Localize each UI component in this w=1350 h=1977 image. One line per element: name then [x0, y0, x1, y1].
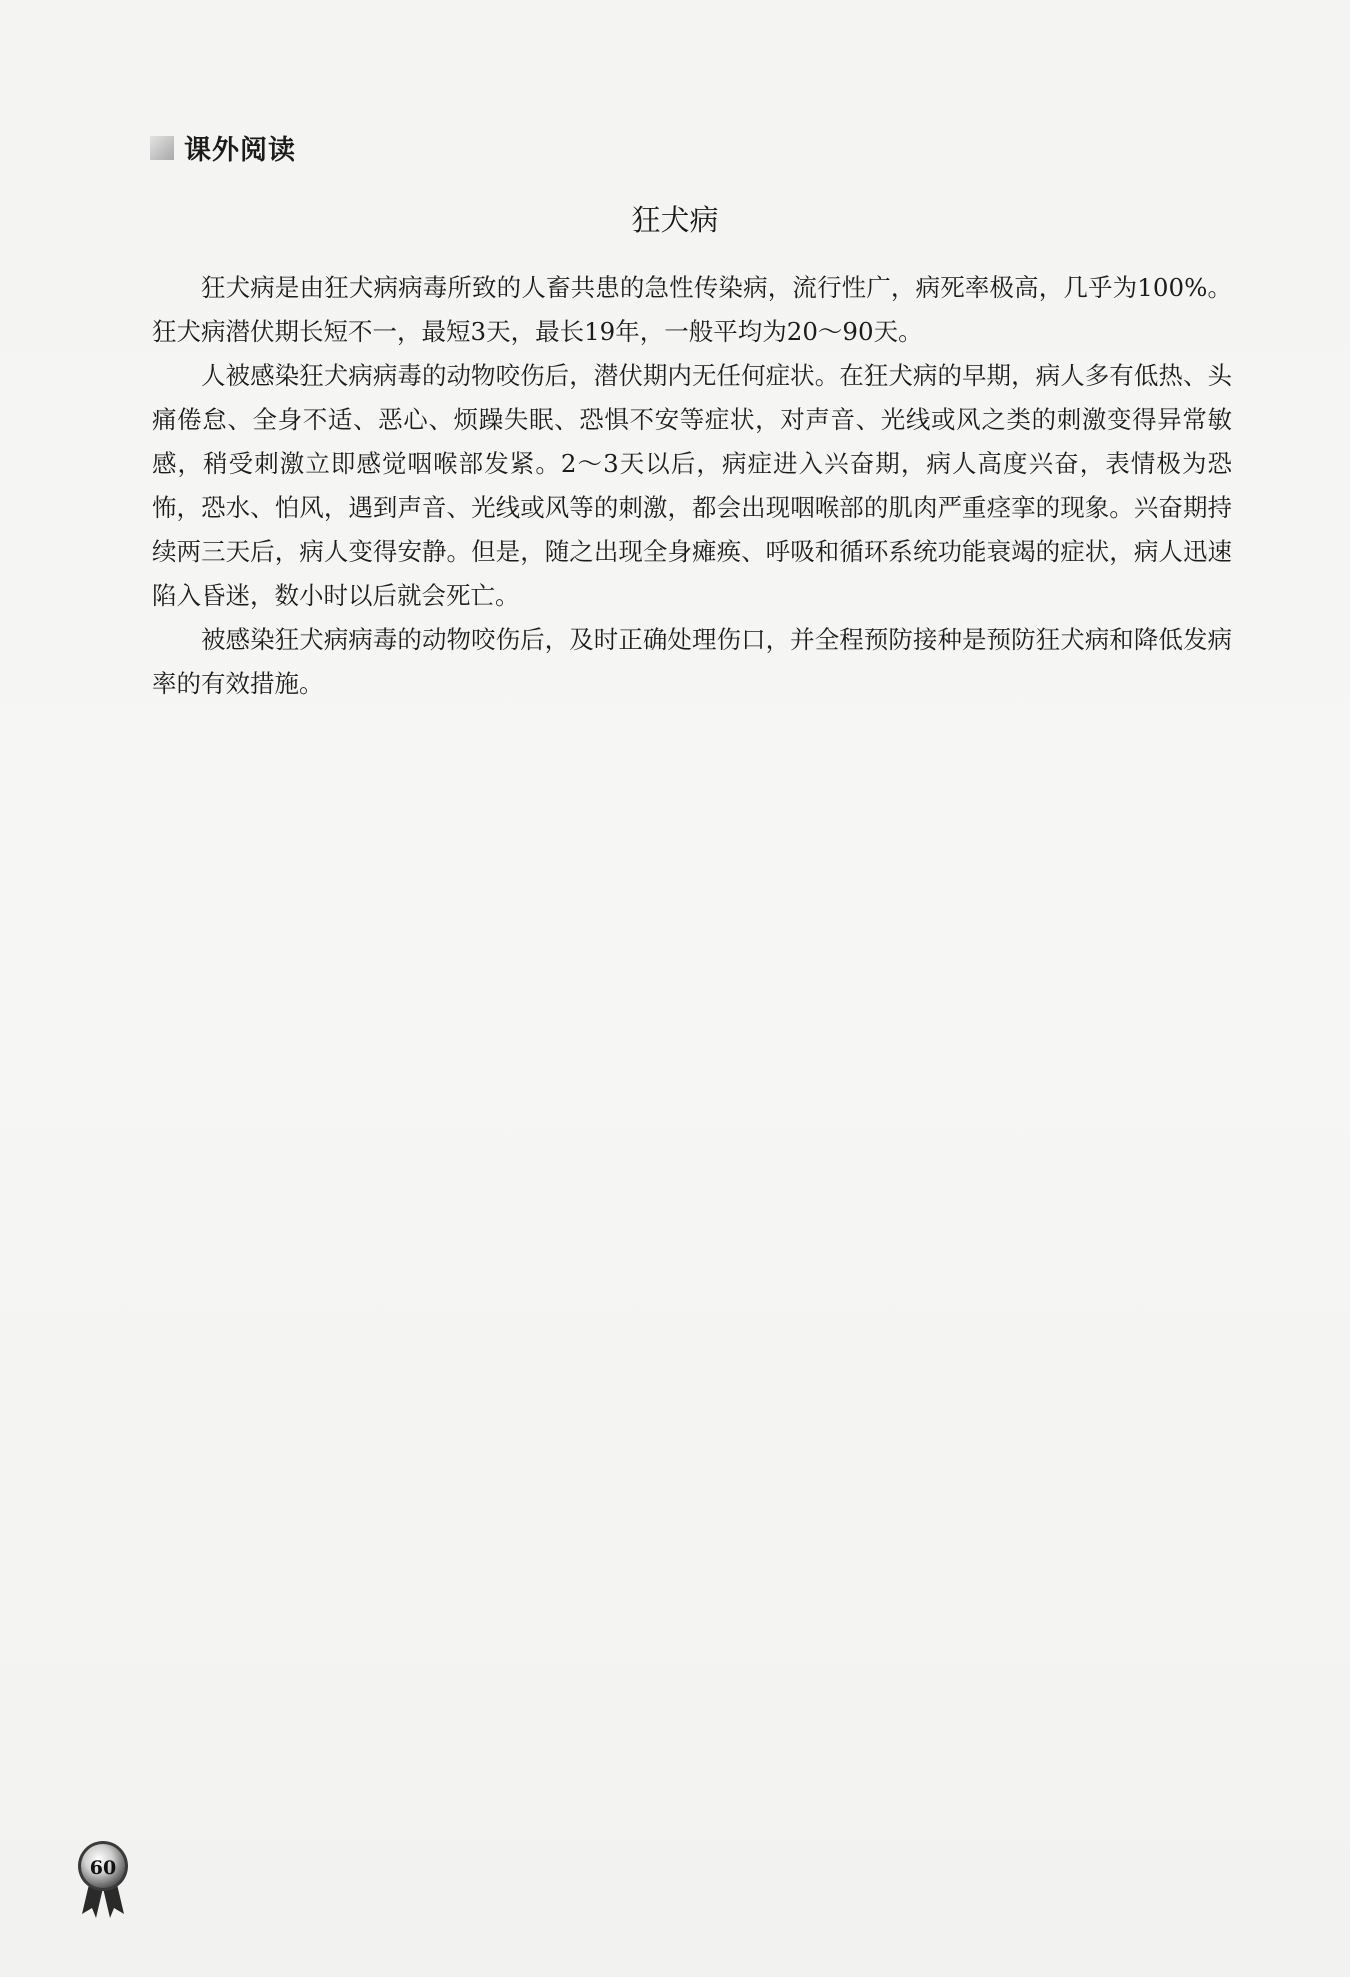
section-header	[150, 128, 296, 167]
article-title: 狂犬病	[631, 203, 719, 237]
article-body	[152, 266, 1232, 706]
section-label: 课外阅读	[184, 135, 296, 166]
paragraph-1: 狂犬病是由狂犬病病毒所致的人畜共患的急性传染病，流行性广，病死率极高，几乎为100%。狂犬病潜伏期长短不一，最短3天，最长19年，一般平均为20～90天。	[152, 273, 1232, 346]
paragraph-3: 被感染狂犬病病毒的动物咬伤后，及时正确处理伤口，并全程预防接种是预防狂犬病和降低发病率的有效措施。	[152, 625, 1232, 698]
page-number: 60	[89, 1857, 117, 1879]
paragraph-2: 人被感染狂犬病病毒的动物咬伤后，潜伏期内无任何症状。在狂犬病的早期，病人多有低热、头痛倦怠、全身不适、恶心、烦躁失眠、恐惧不安等症状，对声音、光线或风之类的刺激变得异常敏感，稍受刺激立即感觉咽喉部发紧。2～3天以后，病症进入兴奋期，病人高度兴奋，表情极为恐怖，恐水、怕风，遇到声音、光线或风等的刺激，都会出现咽喉部的肌肉严重痉挛的现象。兴奋期持续两三天后，病人变得安静。但是，随之出现全身瘫痪、呼吸和循环系统功能衰竭的症状，病人迅速陷入昏迷，数小时以后就会死亡。	[152, 361, 1232, 610]
section-marker-icon	[150, 136, 174, 160]
